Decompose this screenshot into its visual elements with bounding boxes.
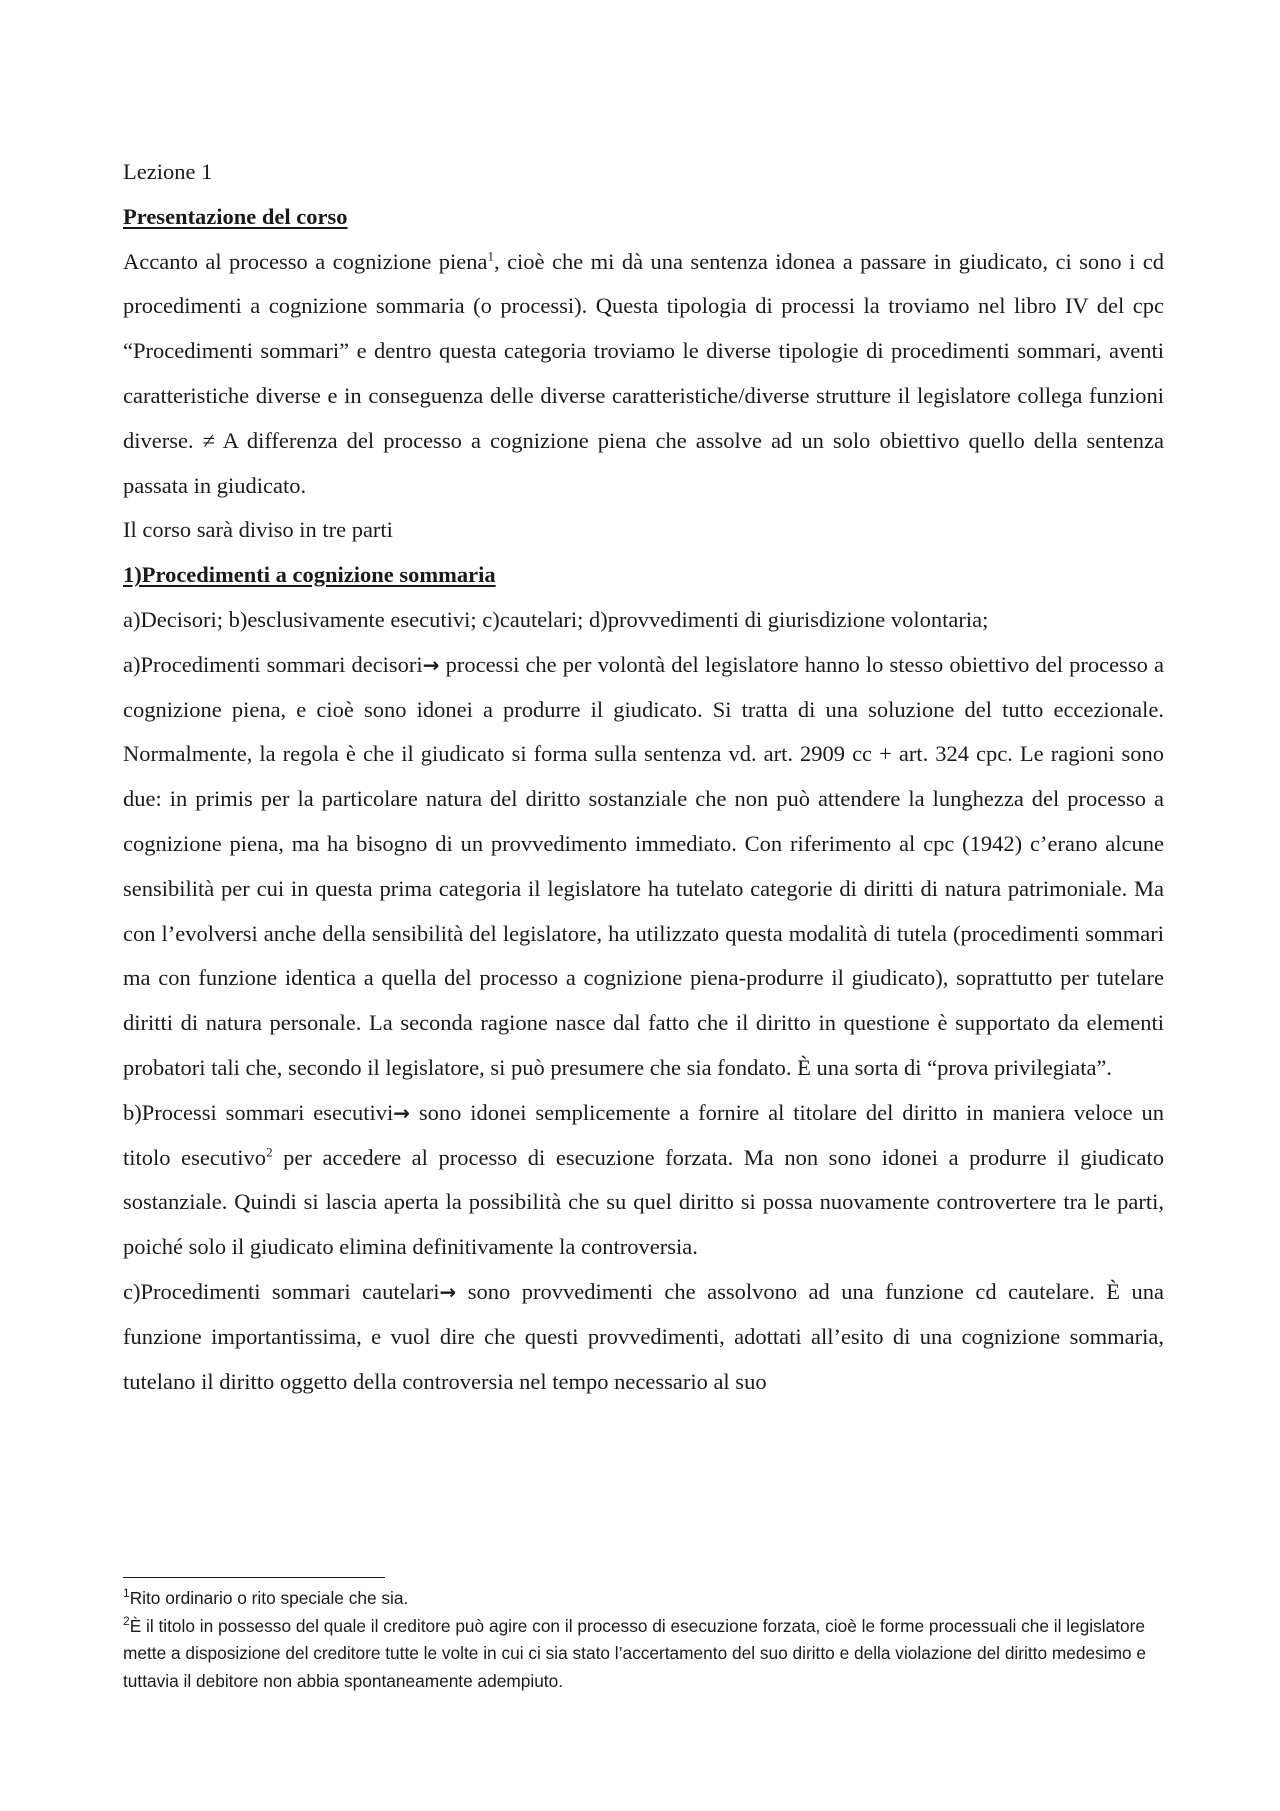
intro-text-rest: , cioè che mi dà una sentenza idonea a passare in giudicato, ci sono i cd procedimenti a cognizione sommaria (o processi). Questa tipologia di processi la troviamo nel libro IV del cpc “Procedimenti sommari” e dentro questa categoria troviamo le diverse tipologie di procedimenti sommari, aventi caratteristiche diverse e in conseguenza delle diverse caratteristiche/diverse strutture il legislatore collega funzioni diverse. ≠ A differenza del processo a cognizione piena che assolve ad un solo obiettivo quello della sentenza passata in giudicato. <box>123 248 1164 498</box>
body-text <box>123 150 1164 1404</box>
lesson-label-text: Lezione 1 <box>123 159 213 184</box>
paragraph-c <box>123 1270 1164 1404</box>
paragraph-b-text-rest: per accedere al processo di esecuzione forzata. Ma non sono idonei a produrre il giudicato sostanziale. Quindi si lascia aperta la possibilità che su quel diritto si possa nuovamente controvertere tra le parti, poiché solo il giudicato elimina definitivamente la controversia. <box>123 1144 1164 1260</box>
lesson-label <box>123 150 1164 195</box>
footnote-2 <box>123 1613 1164 1696</box>
footnote-ref-2[interactable]: 2 <box>266 1144 273 1160</box>
footnotes <box>123 1585 1164 1695</box>
paragraph-b-text-start: sono idonei semplicemente a fornire al titolare del diritto in maniera veloce un titolo esecutivo <box>123 1099 1164 1170</box>
intro-text-start: Accanto al processo a cognizione piena <box>123 248 488 274</box>
paragraph-a-text: processi che per volontà del legislatore hanno lo stesso obiettivo del processo a cognizione piena, e cioè sono idonei a produrre il giudicato. Si tratta di una soluzione del tutto eccezionale. Normalmente, la regola è che il giudicato si forma sulla sentenza vd. art. 2909 cc + art. 324 cpc. Le ragioni sono due: in primis per la particolare natura del diritto sostanziale che non può attendere la lunghezza del processo a cognizione piena, ma ha bisogno di un provvedimento immediato. Con riferimento al cpc (1942) c’erano alcune sensibilità per cui in questa prima categoria il legislatore ha tutelato categorie di diritti di natura patrimoniale. Ma con l’evolversi anche della sensibilità del legislatore, ha utilizzato questa modalità di tutela (procedimenti sommari ma con funzione identica a quella del processo a cognizione piena-produrre il giudicato), soprattutto per tutelare diritti di natura personale. La seconda ragione nasce dal fatto che il diritto in questione è supportato da elementi probatori tali che, secondo il legislatore, si può presumere che sia fondato. È una sorta di “prova privilegiata”. <box>123 651 1164 1080</box>
footnote-1-number: 1 <box>123 1586 130 1601</box>
section-heading-text: Presentazione del corso <box>123 203 348 229</box>
paragraph-b-lead: b)Processi sommari esecutivi <box>123 1099 394 1125</box>
course-parts-paragraph <box>123 508 1164 553</box>
paragraph-c-text: sono provvedimenti che assolvono ad una funzione cd cautelare. È una funzione importantissima, e vuol dire che questi provvedimenti, adottati all’esito di una cognizione sommaria, tutelano il diritto oggetto della controversia nel tempo necessario al suo <box>123 1278 1164 1394</box>
section-heading <box>123 195 1164 240</box>
footnote-1-text: Rito ordinario o rito speciale che sia. <box>129 1588 409 1608</box>
footnote-2-text: È il titolo in possesso del quale il creditore può agire con il processo di esecuzione forzata, cioè le forme processuali che il legislatore mette a disposizione del creditore tutte le volte in cui ci sia stato l’accertamento del suo diritto e della violazione del diritto medesimo e tuttavia il debitore non abbia spontaneamente adempiuto. <box>123 1615 1147 1691</box>
categories-line <box>123 598 1164 643</box>
paragraph-b <box>123 1091 1164 1270</box>
right-arrow-icon: → <box>439 1279 457 1304</box>
part1-heading <box>123 553 1164 598</box>
paragraph-a <box>123 643 1164 1091</box>
footnote-separator <box>123 1577 385 1578</box>
paragraph-a-lead: a)Procedimenti sommari decisori <box>123 651 423 677</box>
footnote-ref-1[interactable]: 1 <box>487 248 495 264</box>
footnote-1 <box>123 1585 1164 1613</box>
course-parts-text: Il corso sarà diviso in tre parti <box>123 517 393 543</box>
intro-paragraph <box>123 240 1164 509</box>
paragraph-c-lead: c)Procedimenti sommari cautelari <box>123 1278 440 1304</box>
categories-text: a)Decisori; b)esclusivamente esecutivi; c)cautelari; d)provvedimenti di giurisdizione volontaria; <box>123 606 989 632</box>
footnote-2-number: 2 <box>123 1613 130 1628</box>
right-arrow-icon: → <box>422 652 440 677</box>
part1-heading-text: 1)Procedimenti a cognizione sommaria <box>123 562 496 588</box>
right-arrow-icon: → <box>393 1100 410 1125</box>
